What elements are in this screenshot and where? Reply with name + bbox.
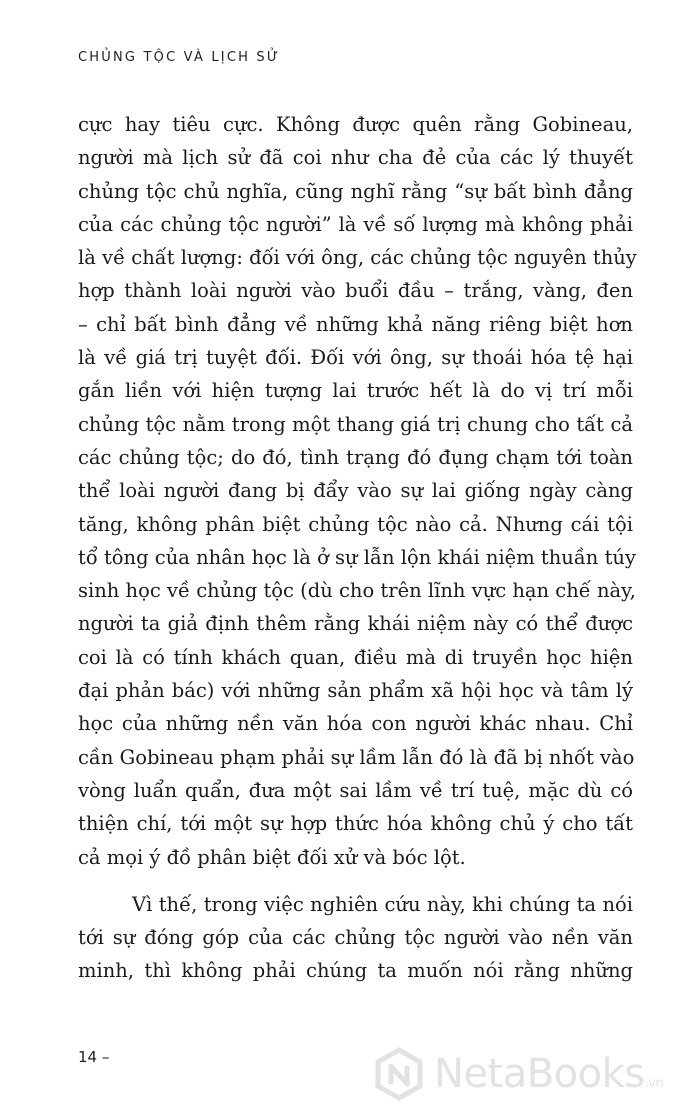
text-line: học của những nền văn hóa con người khác nhau. Chỉ: [78, 712, 633, 736]
text-line: của các chủng tộc người” là về số lượng mà không phải: [78, 212, 633, 236]
netabooks-logo-icon: [372, 1047, 426, 1101]
text-line: là về giá trị tuyệt đối. Đối với ông, sự thoái hóa tệ hại: [78, 346, 633, 370]
text-line: chủng tộc nằm trong một thang giá trị chung cho tất cả: [78, 412, 633, 436]
text-line: vòng luẩn quẩn, đưa một sai lầm về trí tuệ, mặc dù có: [78, 778, 633, 802]
main-text: [78, 108, 637, 988]
running-header: CHỦNG TỘC VÀ LỊCH SỬ: [78, 50, 281, 65]
text-line: coi là có tính khách quan, điều mà di truyền học hiện: [78, 645, 633, 669]
text-line: hợp thành loài người vào buổi đầu – trắng, vàng, đen: [78, 279, 633, 303]
text-line: cực hay tiêu cực. Không được quên rằng Gobineau,: [78, 113, 633, 136]
paragraph-2: [78, 888, 633, 988]
paragraph-1: [78, 108, 637, 874]
text-line: Vì thế, trong việc nghiên cứu này, khi chúng ta nói: [132, 892, 633, 916]
text-line: thể loài người đang bị đẩy vào sự lai giống ngày càng: [78, 479, 633, 503]
page-number: 14 –: [78, 1048, 110, 1066]
watermark-brand: NetaBooks.vn: [434, 1051, 664, 1097]
watermark: [372, 1042, 692, 1106]
text-line: tăng, không phân biệt chủng tộc nào cả. Nhưng cái tội: [78, 512, 633, 536]
text-line: minh, thì không phải chúng ta muốn nói rằng những: [78, 959, 633, 983]
text-line: thiện chí, tới một sự hợp thức hóa không chủ ý cho tất: [78, 812, 633, 836]
text-line: cần Gobineau phạm phải sự lầm lẫn đó là đã bị nhốt vào: [78, 745, 635, 769]
text-line: các chủng tộc; do đó, tình trạng đó đụng chạm tới toàn: [78, 445, 633, 469]
text-line: chủng tộc chủ nghĩa, cũng nghĩ rằng “sự bất bình đẳng: [78, 179, 633, 203]
text-line: tới sự đóng góp của các chủng tộc người vào nền văn: [78, 926, 633, 950]
text-line: người ta giả định thêm rằng khái niệm này có thể được: [78, 612, 633, 636]
text-line: người mà lịch sử đã coi như cha đẻ của các lý thuyết: [78, 146, 633, 170]
text-line: sinh học về chủng tộc (dù cho trên lĩnh vực hạn chế này,: [78, 579, 636, 603]
text-line: – chỉ bất bình đẳng về những khả năng riêng biệt hơn: [78, 312, 633, 336]
text-line: gắn liền với hiện tượng lai trước hết là do vị trí mỗi: [78, 379, 633, 403]
text-line: đại phản bác) với những sản phẩm xã hội học và tâm lý: [78, 679, 633, 703]
text-line: là về chất lượng: đối với ông, các chủng tộc nguyên thủy: [78, 246, 637, 270]
text-line: cả mọi ý đồ phân biệt đối xử và bóc lột.: [78, 845, 466, 869]
text-line: tổ tông của nhân học là ở sự lẫn lộn khái niệm thuần túy: [78, 545, 636, 569]
